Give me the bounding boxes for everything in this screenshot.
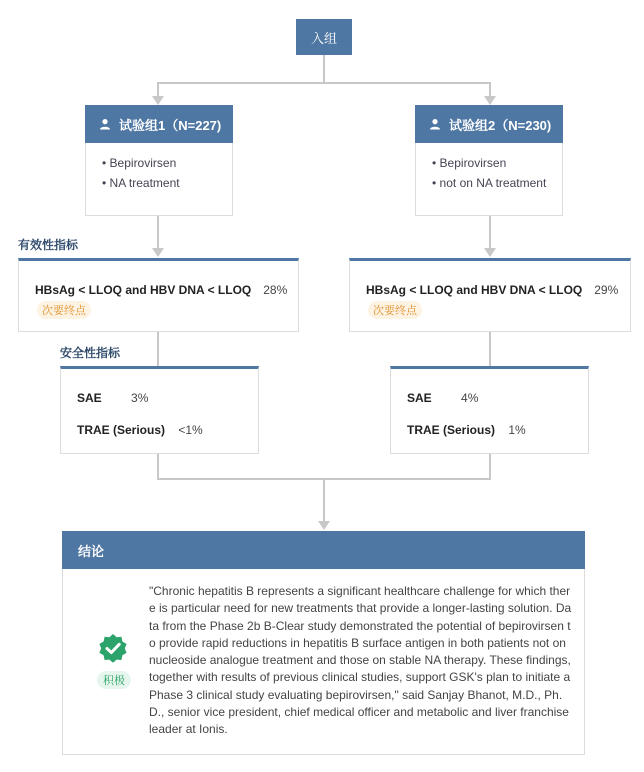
metric-label: HBsAg < LLOQ and HBV DNA < LLOQ <box>366 283 583 297</box>
arrow-down-icon <box>484 248 496 257</box>
list-item: • Bepirovirsen <box>432 156 507 170</box>
efficacy-section-title: 有效性指标 <box>18 238 79 252</box>
connector <box>489 216 491 250</box>
metric-value: 29% <box>594 283 619 297</box>
group-header <box>85 105 233 143</box>
endpoint-tag: 次要终点 <box>368 301 422 319</box>
connector <box>157 332 159 366</box>
arrow-down-icon <box>152 248 164 257</box>
efficacy-box-1 <box>18 258 299 332</box>
metric-value: 28% <box>263 283 288 297</box>
group-item-label: Bepirovirsen <box>439 156 507 170</box>
safety-box-1 <box>60 366 259 454</box>
user-icon <box>99 118 111 130</box>
endpoint-tag: 次要终点 <box>37 301 91 319</box>
check-badge-icon <box>98 633 128 668</box>
list-item: • Bepirovirsen <box>102 156 177 170</box>
arrow-down-icon <box>484 96 496 105</box>
group-body <box>85 143 233 216</box>
group-item-label: not on NA treatment <box>439 176 547 190</box>
connector <box>489 82 491 97</box>
connector <box>489 332 491 366</box>
trae-label: TRAE (Serious) <box>407 423 496 437</box>
efficacy-box-2 <box>349 258 631 332</box>
user-icon <box>429 118 441 130</box>
connector <box>323 55 325 83</box>
connector <box>157 82 159 97</box>
safety-row-sae <box>407 391 478 405</box>
sae-label: SAE <box>77 391 102 405</box>
trae-label: TRAE (Serious) <box>77 423 166 437</box>
group-body <box>415 143 563 216</box>
group-title: 试验组1（N=227) <box>119 117 222 133</box>
conclusion-header <box>62 531 585 569</box>
safety-row-sae <box>77 391 148 405</box>
efficacy-metric <box>366 283 618 297</box>
safety-row-trae <box>407 423 526 437</box>
connector <box>323 478 325 522</box>
efficacy-metric <box>35 283 287 297</box>
sae-value: 3% <box>131 391 149 405</box>
conclusion-body <box>62 569 585 755</box>
group-item-label: NA treatment <box>109 176 180 190</box>
safety-section-title: 安全性指标 <box>60 346 121 360</box>
sae-label: SAE <box>407 391 432 405</box>
group-card-1 <box>85 105 233 216</box>
group-card-2 <box>415 105 563 216</box>
arrow-down-icon <box>152 96 164 105</box>
conclusion-quote: "Chronic hepatitis B represents a significant healthcare challenge for which there is particular need for new treatments that provide a longer-lasting solution. Data from the Phase 2b B-Clear study demonstrated the potential of bepirovirsen to provide rapid reductions in hepatitis B surface antigen in both patients not on nucleoside analogue treatment and those on stable NA therapy. These findings, together with results of previous clinical studies, support GSK's plan to initiate a Phase 3 clinical study evaluating bepirovirsen," said Sanjay Bhanot, M.D., Ph.D., senior vice president, chief medical officer and metabolic and liver franchise leader at Ionis. <box>149 584 572 737</box>
trae-value: <1% <box>178 423 203 437</box>
start-label: 入组 <box>310 30 337 46</box>
safety-box-2 <box>390 366 589 454</box>
metric-label: HBsAg < LLOQ and HBV DNA < LLOQ <box>35 283 252 297</box>
safety-row-trae <box>77 423 203 437</box>
start-node <box>296 19 352 55</box>
group-header <box>415 105 563 143</box>
list-item: • not on NA treatment <box>432 176 547 190</box>
positive-badge: 积极 <box>97 671 131 689</box>
group-item-label: Bepirovirsen <box>109 156 177 170</box>
connector <box>157 216 159 250</box>
arrow-down-icon <box>318 521 330 530</box>
sae-value: 4% <box>461 391 479 405</box>
connector <box>157 82 491 84</box>
connector <box>157 454 159 479</box>
connector <box>489 454 491 479</box>
group-title: 试验组2（N=230) <box>449 117 552 133</box>
list-item: • NA treatment <box>102 176 180 190</box>
conclusion-title: 结论 <box>78 543 105 559</box>
trae-value: 1% <box>508 423 526 437</box>
